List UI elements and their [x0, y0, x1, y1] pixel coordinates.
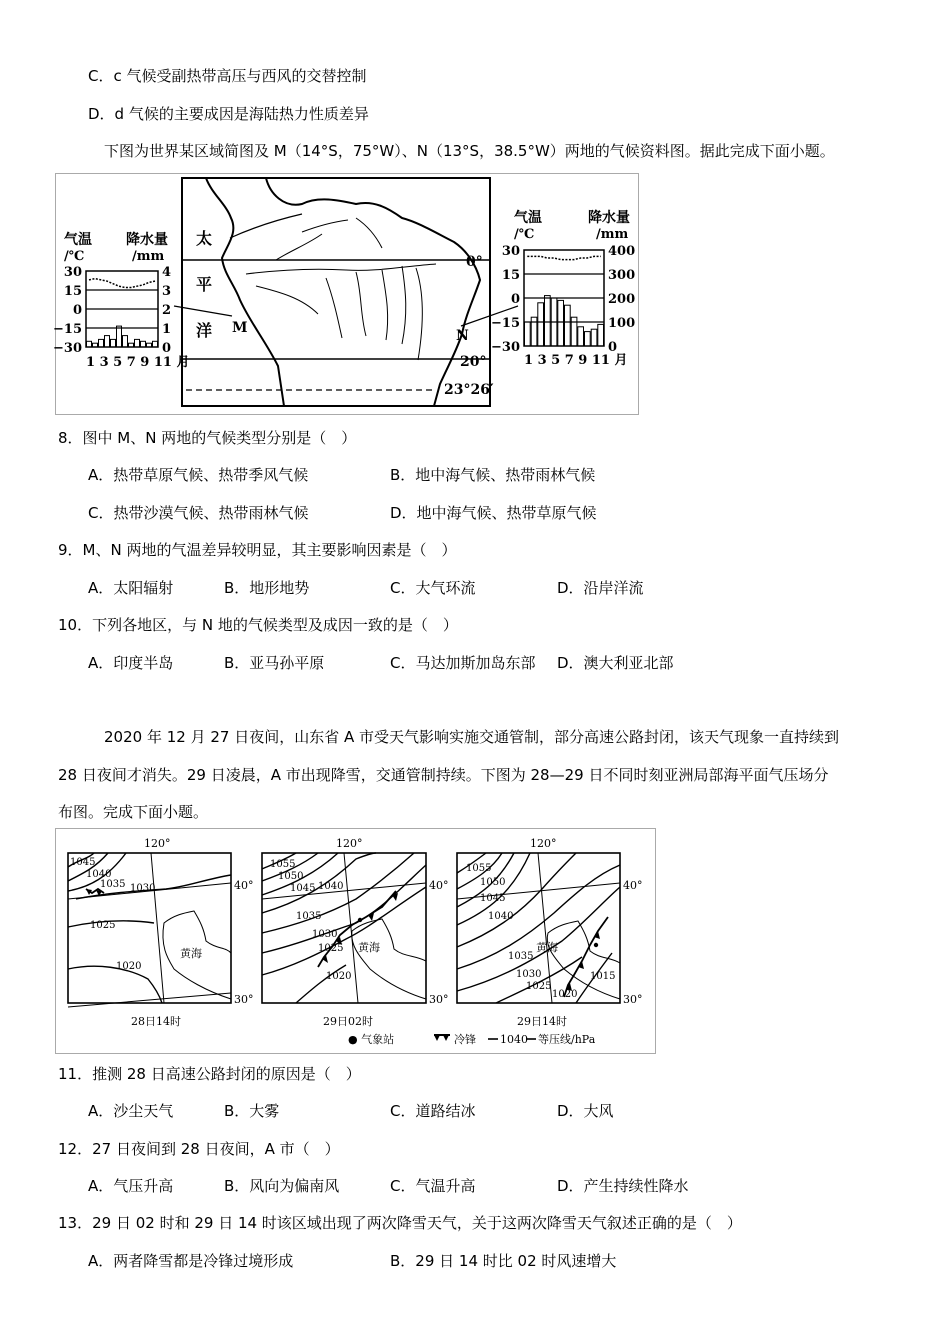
isobar-label: 1040	[86, 869, 112, 880]
q11-option-c[interactable]: C．道路结冰	[390, 1102, 476, 1120]
q7-option-d: D．d 气候的主要成因是海陆热力性质差异	[88, 105, 369, 123]
map1-lat-30-label: 30°	[234, 993, 254, 1006]
isobar-label: 1025	[526, 981, 552, 992]
right-temp-curve	[527, 256, 600, 259]
legend-station: ● 气象站	[348, 1033, 395, 1046]
legend-isobar: 等压线/hPa	[538, 1033, 596, 1046]
left-temp-tick: 0	[72, 303, 82, 318]
map2-lat-30-label: 30°	[429, 993, 449, 1006]
river-network	[246, 218, 436, 360]
right-precip-bar	[525, 322, 531, 346]
right-temp-tick: 0	[510, 292, 520, 307]
map2-sea-label: 黄海	[358, 941, 380, 954]
q13-stem: 13．29 日 02 时和 29 日 14 时该区域出现了两次降雪天气，关于这两次降雪天气叙述正确的是（ ）	[58, 1214, 742, 1232]
right-temp-tick: −30	[491, 340, 520, 355]
q9-option-b[interactable]: B．地形地势	[224, 579, 310, 597]
left-temp-tick: −30	[53, 341, 82, 356]
left-precip-bar	[135, 339, 140, 347]
passage-intro-2-line3: 布图。完成下面小题。	[58, 803, 209, 821]
lat-0-label: 0°	[466, 254, 483, 270]
right-precip-bar	[565, 305, 571, 346]
isobar-label: 1050	[480, 877, 506, 888]
q10-option-d[interactable]: D．澳大利亚北部	[557, 654, 674, 672]
right-precip-tick: 400	[608, 244, 636, 259]
ocean-label-char: 洋	[196, 321, 213, 340]
q9-option-c[interactable]: C．大气环流	[390, 579, 476, 597]
lat-20-label: 20°	[460, 354, 487, 370]
map1-sea-label: 黄海	[180, 947, 202, 960]
ocean-label-char: 太	[196, 229, 213, 248]
isobar-label: 1040	[318, 881, 344, 892]
left-precip-tick: 1	[162, 322, 172, 337]
q12-option-d[interactable]: D．产生持续性降水	[557, 1177, 689, 1195]
left-precip-unit: /mm	[132, 249, 165, 264]
right-precip-tick: 300	[608, 268, 636, 283]
left-precip-tick: 4	[162, 265, 172, 280]
left-temp-tick: 15	[63, 284, 82, 299]
isobar-label: 1020	[326, 971, 352, 982]
isobar-label: 1040	[488, 911, 514, 922]
isobar-label: 1035	[508, 951, 534, 962]
q8-stem: 8．图中 M、N 两地的气候类型分别是（ ）	[58, 429, 357, 447]
left-precip-label: 降水量	[126, 232, 168, 248]
isobar-label: 1045	[290, 883, 316, 894]
q13-option-a[interactable]: A．两者降雪都是冷锋过境形成	[88, 1252, 294, 1270]
right-precip-tick: 100	[608, 316, 636, 331]
right-temp-tick: 30	[501, 244, 520, 259]
map2-lon-label: 120°	[336, 837, 363, 850]
isobar-label: 1030	[130, 883, 156, 894]
q7-option-c: C．c 气候受副热带高压与西风的交替控制	[88, 67, 367, 85]
right-temp-unit: /℃	[514, 227, 535, 242]
figure-2-legend	[348, 1032, 596, 1046]
q11-option-a[interactable]: A．沙尘天气	[88, 1102, 174, 1120]
right-precip-tick: 0	[608, 340, 618, 355]
q8-option-b[interactable]: B．地中海气候、热带雨林气候	[390, 466, 596, 484]
isobar-label: 1015	[590, 971, 616, 982]
q12-stem: 12．27 日夜间到 28 日夜间，A 市（ ）	[58, 1140, 340, 1158]
q8-option-d[interactable]: D．地中海气候、热带草原气候	[390, 504, 597, 522]
right-precip-tick: 200	[608, 292, 636, 307]
map1-lat-40-label: 40°	[234, 879, 254, 892]
east-coastline	[266, 178, 480, 406]
isobar-label: 1030	[312, 929, 338, 940]
map1-lon-label: 120°	[144, 837, 171, 850]
right-precip-bar	[558, 300, 564, 346]
map2-caption: 29日02时	[323, 1015, 373, 1028]
right-precip-bar	[545, 296, 551, 346]
isobar-label: 1045	[480, 893, 506, 904]
isobar-label: 1025	[90, 920, 116, 931]
q10-option-c[interactable]: C．马达加斯加岛东部	[390, 654, 536, 672]
figure-south-america-climate	[55, 173, 639, 415]
right-month-axis: 1 3 5 7 9 11 月	[524, 353, 628, 368]
left-month-axis: 1 3 5 7 9 11 月	[86, 355, 190, 370]
isobar-label: 1055	[270, 859, 296, 870]
point-n-label: N	[456, 328, 469, 344]
left-precip-bar	[123, 336, 128, 347]
q8-option-a[interactable]: A．热带草原气候、热带季风气候	[88, 466, 309, 484]
map1-caption: 28日14时	[131, 1015, 181, 1028]
isobar-label: 1025	[318, 943, 344, 954]
left-precip-tick: 2	[162, 303, 172, 318]
legend-isobar-value: 1040	[500, 1033, 528, 1046]
legend-cold-front: 冷锋	[454, 1033, 476, 1046]
figure-1-svg	[53, 174, 638, 414]
map2-lat-40-label: 40°	[429, 879, 449, 892]
left-precip-bar	[141, 341, 146, 347]
point-m-label: M	[232, 320, 248, 336]
q12-option-b[interactable]: B．风向为偏南风	[224, 1177, 340, 1195]
left-temp-tick: −15	[53, 322, 82, 337]
south-america-map	[182, 178, 494, 406]
q9-option-d[interactable]: D．沿岸洋流	[557, 579, 644, 597]
right-precip-bar	[538, 303, 544, 346]
passage-intro-1: 下图为世界某区域简图及 M（14°S，75°W）、N（13°S，38.5°W）两地的气候资料图。据此完成下面小题。	[104, 142, 835, 160]
climate-chart-n	[491, 209, 635, 368]
map3-lat-40-label: 40°	[623, 879, 643, 892]
left-precip-bar	[153, 341, 158, 347]
isobar-label: 1035	[100, 879, 126, 890]
q11-stem: 11．推测 28 日高速公路封闭的原因是（ ）	[58, 1065, 361, 1083]
map3-lon-label: 120°	[530, 837, 557, 850]
q11-option-b[interactable]: B．大雾	[224, 1102, 280, 1120]
q8-option-c[interactable]: C．热带沙漠气候、热带雨林气候	[88, 504, 309, 522]
right-temp-tick: −15	[491, 316, 520, 331]
pressure-map-28d14h	[68, 837, 231, 1028]
q10-stem: 10．下列各地区，与 N 地的气候类型及成因一致的是（ ）	[58, 616, 458, 634]
q10-option-a[interactable]: A．印度半岛	[88, 654, 174, 672]
left-precip-tick: 3	[162, 284, 172, 299]
isobar-label: 1045	[70, 857, 96, 868]
figure-2-svg	[56, 829, 655, 1053]
left-temp-curve	[89, 279, 155, 288]
map2-coastline	[352, 919, 426, 999]
left-temp-label: 气温	[64, 232, 92, 248]
left-temp-unit: /℃	[64, 249, 85, 264]
left-precip-bar	[87, 341, 92, 347]
right-precip-unit: /mm	[596, 227, 629, 242]
right-temp-tick: 15	[501, 268, 520, 283]
isobar-label: 1050	[278, 871, 304, 882]
map1-meridian	[151, 853, 164, 1003]
map3-caption: 29日14时	[517, 1015, 567, 1028]
pressure-map-29d14h	[457, 837, 620, 1028]
right-precip-label: 降水量	[588, 210, 630, 226]
figure-pressure-maps	[55, 828, 656, 1054]
pressure-map-29d02h	[262, 837, 426, 1028]
isobar-label: 1020	[116, 961, 142, 972]
right-precip-bar	[578, 327, 584, 346]
map3-coastline	[547, 921, 620, 999]
climate-chart-m	[53, 231, 189, 370]
isobar-label: 1020	[552, 989, 578, 1000]
west-coastline	[206, 178, 284, 406]
isobar-label: 1055	[466, 863, 492, 874]
q10-option-b[interactable]: B．亚马孙平原	[224, 654, 325, 672]
q9-option-a[interactable]: A．太阳辐射	[88, 579, 174, 597]
left-precip-bar	[99, 339, 104, 347]
left-precip-bar	[105, 336, 110, 347]
ocean-label-char: 平	[196, 275, 213, 294]
right-precip-bar	[598, 324, 604, 346]
left-precip-tick: 0	[162, 341, 172, 356]
right-precip-bar	[591, 329, 597, 346]
map3-sea-label: 黄海	[536, 941, 558, 954]
lat-tropic-label: 23°26′	[444, 382, 494, 398]
passage-intro-2-line2: 28 日夜间才消失。29 日凌晨，A 市出现降雪，交通管制持续。下图为 28—29 日不同时刻亚洲局部海平面气压场分	[58, 766, 829, 784]
left-temp-tick: 30	[63, 265, 82, 280]
map3-lat-30-label: 30°	[623, 993, 643, 1006]
passage-intro-2-line1: 2020 年 12 月 27 日夜间，山东省 A 市受天气影响实施交通管制，部分高速公路封闭，该天气现象一直持续到	[104, 728, 839, 746]
q9-stem: 9．M、N 两地的气温差异较明显，其主要影响因素是（ ）	[58, 541, 457, 559]
left-precip-bar	[117, 326, 122, 347]
right-temp-label: 气温	[514, 210, 542, 226]
isobar-label: 1035	[296, 911, 322, 922]
isobar-label: 1030	[516, 969, 542, 980]
left-precip-bar	[111, 339, 116, 347]
q13-option-b[interactable]: B．29 日 14 时比 02 时风速增大	[390, 1252, 617, 1270]
q11-option-d[interactable]: D．大风	[557, 1102, 614, 1120]
q12-option-a[interactable]: A．气压升高	[88, 1177, 174, 1195]
right-chart-gridlines	[524, 274, 604, 322]
left-chart-gridlines	[86, 290, 158, 328]
right-precip-bar	[585, 332, 591, 346]
q12-option-c[interactable]: C．气温升高	[390, 1177, 476, 1195]
